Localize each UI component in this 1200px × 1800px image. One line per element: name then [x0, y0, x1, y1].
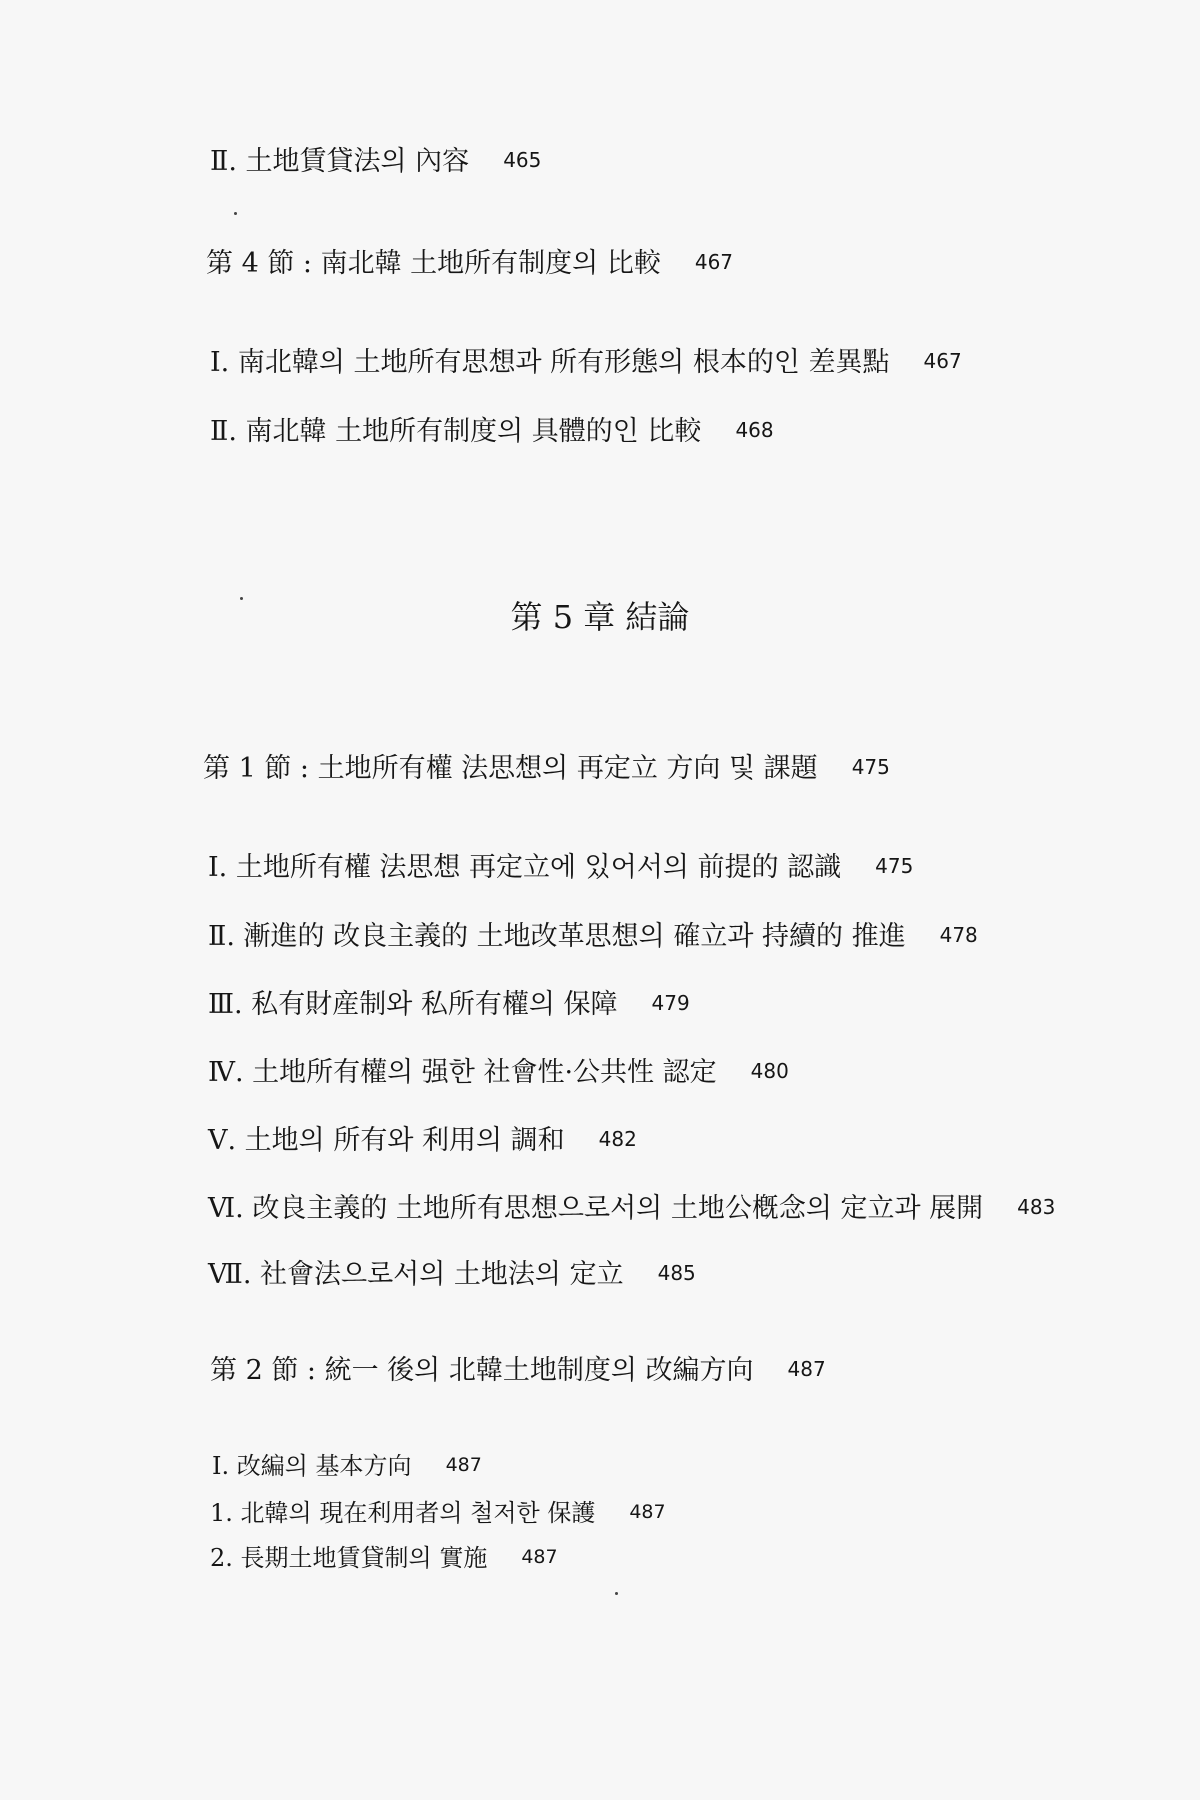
toc-entry [208, 918, 978, 954]
entry-title: 2. 長期土地賃貸制의 實施 [210, 1544, 488, 1572]
page-number: 487 [787, 1357, 826, 1381]
toc-entry [208, 1256, 696, 1292]
entry-title: Ⅵ. 改良主義的 土地所有思想으로서의 土地公槪念의 定立과 展開 [208, 1193, 984, 1224]
toc-entry [210, 344, 962, 380]
page-number: 479 [651, 991, 690, 1015]
entry-title: Ⅴ. 土地의 所有와 利用의 調和 [208, 1125, 565, 1156]
toc-entry [208, 1190, 1055, 1226]
toc-entry [208, 986, 690, 1022]
page-number: 483 [1017, 1195, 1056, 1219]
page-number: 485 [657, 1261, 696, 1285]
page-number: 487 [521, 1546, 558, 1568]
entry-title: Ⅲ. 私有財産制와 私所有權의 保障 [208, 989, 618, 1020]
page-number: 482 [598, 1127, 637, 1151]
toc-entry [208, 1054, 789, 1090]
entry-title: Ⅰ. 改編의 基本方向 [212, 1452, 412, 1480]
entry-title: Ⅱ. 南北韓 土地所有制度의 具體的인 比較 [210, 416, 702, 447]
page-number: 487 [445, 1454, 482, 1476]
page-number: 468 [735, 418, 774, 442]
toc-entry [212, 1448, 482, 1483]
page-number: 467 [923, 349, 962, 373]
scan-speck [234, 212, 237, 215]
entry-title: Ⅶ. 社會法으로서의 土地法의 定立 [208, 1259, 624, 1290]
toc-subentry [210, 1540, 558, 1575]
section-heading [203, 750, 890, 786]
page-number: 475 [875, 854, 914, 878]
toc-entry [208, 1122, 637, 1158]
toc-entry [210, 143, 541, 179]
page-number: 480 [750, 1059, 789, 1083]
entry-title: Ⅰ. 土地所有權 法思想 再定立에 있어서의 前提的 認識 [208, 852, 842, 883]
entry-title: Ⅱ. 土地賃貸法의 內容 [210, 146, 470, 177]
scan-speck [615, 1592, 618, 1595]
chapter-heading: 第 5 章 結論 [510, 598, 690, 636]
entry-title: 第 4 節 : 南北韓 土地所有制度의 比較 [206, 248, 661, 279]
toc-subentry [210, 1495, 666, 1530]
entry-title: 1. 北韓의 現在利用者의 철저한 保護 [210, 1499, 596, 1527]
toc-entry [208, 849, 913, 885]
scan-speck [240, 597, 243, 600]
page-number: 467 [694, 250, 734, 274]
entry-title: 第 1 節 : 土地所有權 法思想의 再定立 方向 및 課題 [203, 753, 818, 784]
entry-title: Ⅰ. 南北韓의 土地所有思想과 所有形態의 根本的인 差異點 [210, 347, 890, 378]
page-number: 478 [939, 923, 978, 947]
section-heading [210, 1352, 826, 1388]
toc-entry [210, 413, 774, 449]
entry-title: 第 2 節 : 統一 後의 北韓土地制度의 改編方向 [210, 1355, 754, 1386]
page-number: 487 [629, 1501, 666, 1523]
section-heading [206, 245, 733, 281]
page-number: 465 [503, 148, 542, 172]
entry-title: Ⅳ. 土地所有權의 强한 社會性·公共性 認定 [208, 1057, 717, 1088]
entry-title: Ⅱ. 漸進的 改良主義的 土地改革思想의 確立과 持續的 推進 [208, 921, 906, 952]
page-number: 475 [851, 755, 890, 779]
